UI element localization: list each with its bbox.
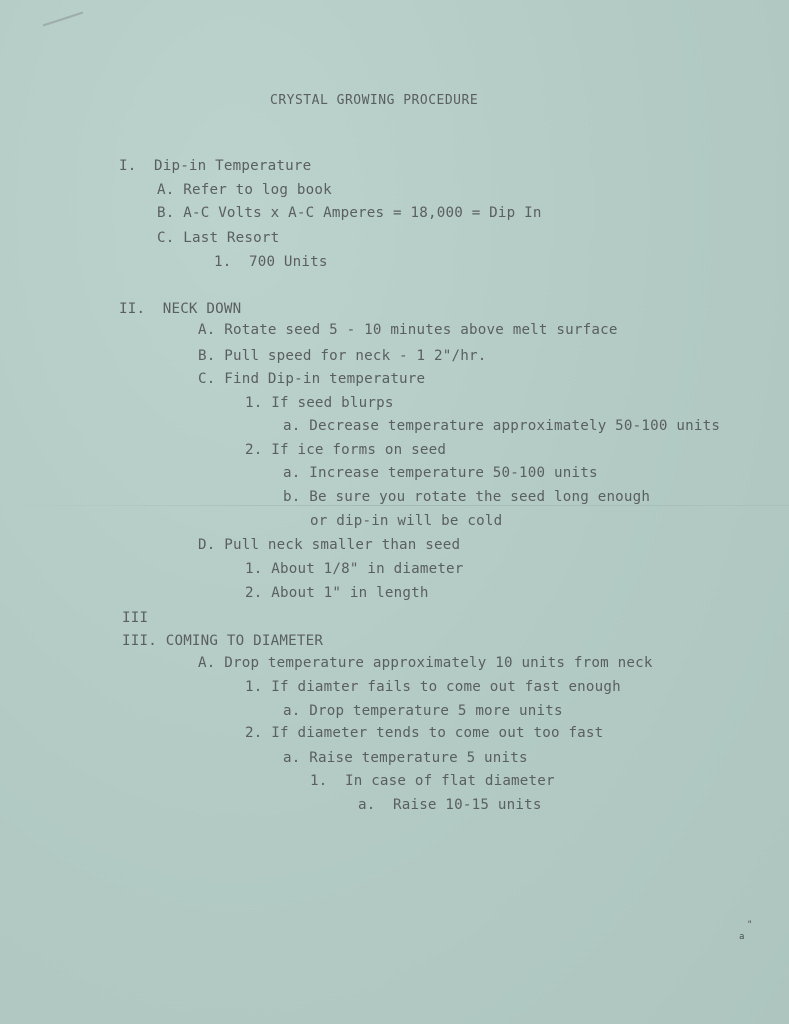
outline-item: 1. In case of flat diameter (310, 773, 555, 789)
outline-item: 2. About 1" in length (245, 585, 429, 601)
pencil-mark (43, 12, 84, 27)
outline-item: A. Refer to log book (157, 182, 332, 198)
outline-item: C. Find Dip-in temperature (198, 371, 426, 387)
outline-item: 1. About 1/8" in diameter (245, 561, 464, 577)
outline-item: a. Decrease temperature approximately 50-100 units (283, 418, 721, 434)
outline-item: B. A-C Volts x A-C Amperes = 18,000 = Dip In (157, 205, 542, 221)
outline-item: a. Raise temperature 5 units (283, 750, 528, 766)
outline-item: a. Drop temperature 5 more units (283, 703, 563, 719)
outline-item: D. Pull neck smaller than seed (198, 537, 461, 553)
corner-mark: a (739, 932, 745, 942)
outline-item: 1. 700 Units (214, 254, 328, 270)
section-iii-stray: III (122, 610, 149, 626)
outline-item: b. Be sure you rotate the seed long enough (283, 489, 651, 505)
outline-item: 1. If diamter fails to come out fast enough (245, 679, 621, 695)
outline-item: A. Drop temperature approximately 10 units from neck (198, 655, 653, 671)
outline-item: B. Pull speed for neck - 1 2"/hr. (198, 348, 487, 364)
outline-item: 2. If diameter tends to come out too fast (245, 725, 604, 741)
corner-mark: " (747, 920, 753, 930)
document-title: CRYSTAL GROWING PROCEDURE (270, 93, 479, 108)
outline-item: or dip-in will be cold (310, 513, 503, 529)
outline-item: A. Rotate seed 5 - 10 minutes above melt surface (198, 322, 618, 338)
outline-item: a. Raise 10-15 units (358, 797, 542, 813)
outline-item: a. Increase temperature 50-100 units (283, 465, 598, 481)
section-ii-heading: II. NECK DOWN (119, 301, 242, 317)
outline-item: 2. If ice forms on seed (245, 442, 447, 458)
outline-item: 1. If seed blurps (245, 395, 394, 411)
section-iii-heading: III. COMING TO DIAMETER (122, 633, 324, 649)
outline-item: C. Last Resort (157, 230, 280, 246)
section-i-heading: I. Dip-in Temperature (119, 158, 312, 174)
